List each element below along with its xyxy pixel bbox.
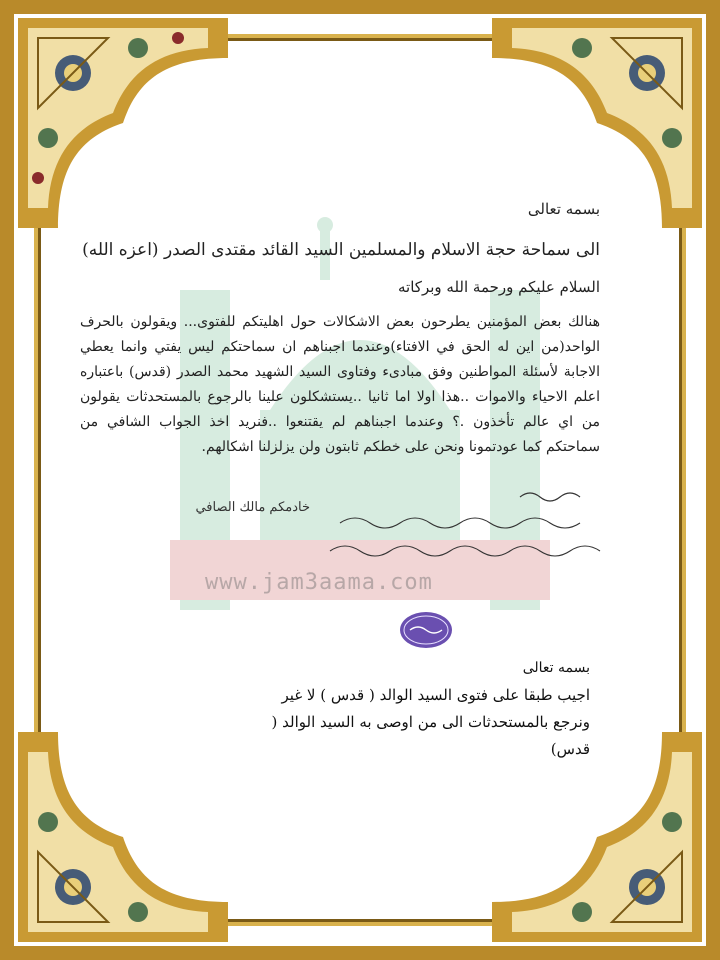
letter-addressee: الى سماحة حجة الاسلام والمسلمين السيد القائد مقتدى الصدر (اعزه الله) [82, 240, 600, 260]
corner-ornament-top-left [18, 18, 228, 228]
letter-signer: خادمكم مالك الصافي [195, 500, 310, 515]
letter-basmala: بسمه تعالى [527, 200, 600, 218]
seal-stamp [398, 610, 454, 650]
reply-line-2: ونرجع بالمستحدثات الى من اوصى به السيد الوالد ( قدس) [271, 713, 590, 758]
typed-reply [250, 655, 590, 763]
reply-basmala: بسمه تعالى [522, 660, 590, 676]
letter-body [80, 200, 600, 460]
letter-salam: السلام عليكم ورحمة الله وبركاته [398, 278, 600, 296]
letter-paragraph: هنالك بعض المؤمنين يطرحون بعض الاشكالات حول اهليتكم للفتوى... ويقولون بالحرف الواحد(من اين له الحق في الافتاء)وعندما اجبناهم ان سماحتكم ليس يفتي وانما يعطي الاجابة لأسئلة المواطنين وفق مبادىء وفتاوى السيد الشهيد محمد الصدر (قدس) باعتباره اعلم الاحياء والاموات ..هذا اولا اما ثانيا ..يستشكلون علينا بالرجوع بالمستحدثات يقولون من اي عالم تأخذون .؟ وعندما اجبناهم لم يقتنعوا ..فنريد اخذ الجواب الشافي من سماحتكم كما عودتمونا ونحن على خطكم ثابتون ولن يزلزلنا اشكالهم. [80, 314, 600, 455]
handwritten-reply [320, 485, 610, 575]
watermark-url: www.jam3aama.com [205, 570, 433, 595]
corner-ornament-top-right [492, 18, 702, 228]
corner-ornament-bottom-left [18, 732, 228, 942]
reply-line-1: اجيب طبقا على فتوى السيد الوالد ( قدس ) لا غير [281, 686, 590, 704]
corner-ornament-bottom-right [492, 732, 702, 942]
